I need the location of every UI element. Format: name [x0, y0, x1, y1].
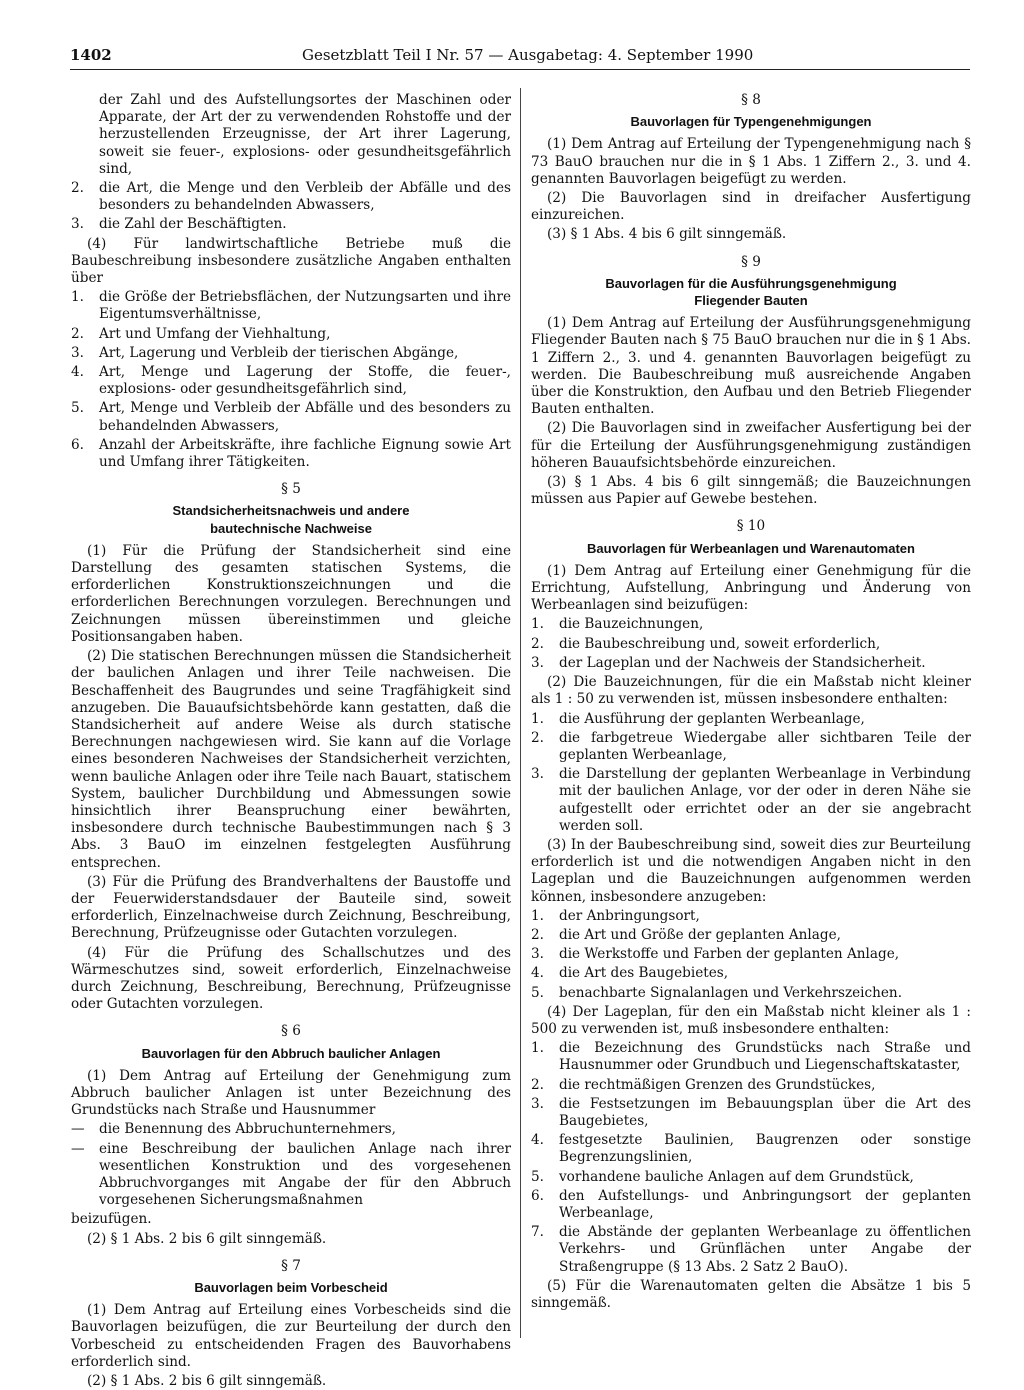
paragraph: (1) Für die Prüfung der Standsicherheit sind eine Darstellung des gesamten statischen Systems, die erforderlichen Konstruktionszeichnungen und die erforderlichen Berechnungen vorzulegen. Berechnungen und Zeichnungen müssen übereinstimmen und gleiche Positionsangaben haben. — [71, 542, 511, 645]
list-text: die Darstellung der geplanten Werbeanlage in Verbindung mit der baulichen Anlage, vor der oder in deren Nähe sie aufgestellt oder errichtet oder an der sie angebracht werden soll. — [559, 766, 971, 834]
list-number: 1. — [531, 1040, 544, 1057]
list-number: 4. — [531, 965, 544, 982]
section-number: § 8 — [741, 92, 761, 108]
paragraph: (2) § 1 Abs. 2 bis 6 gilt sinngemäß. — [87, 1373, 327, 1390]
column-divider — [520, 88, 521, 1338]
list-number: 5. — [531, 984, 544, 1001]
paragraph: (3) § 1 Abs. 4 bis 6 gilt sinngemäß. — [547, 226, 787, 243]
list-item — [531, 1040, 971, 1074]
gazette-title: Gesetzblatt Teil I Nr. 57 — Ausgabetag: 4. September 1990 — [302, 46, 754, 64]
list-text: Anzahl der Arbeitskräfte, ihre fachliche Eignung sowie Art und Umfang ihrer Tätigkeiten. — [99, 436, 511, 471]
paragraph: (2) Die Bauvorlagen sind in dreifacher Ausfertigung einzureichen. — [531, 190, 971, 224]
paragraph: (1) Dem Antrag auf Erteilung der Genehmigung zum Abbruch baulicher Anlagen ist unter Bezeichnung des Grundstücks nach Straße und Hausnummer — [71, 1067, 511, 1119]
list-number: 3. — [531, 946, 544, 963]
paragraph: (3) § 1 Abs. 4 bis 6 gilt sinngemäß; die Bauzeichnungen müssen aus Papier auf Gewebe bestehen. — [531, 474, 971, 508]
section-title: Bauvorlagen für Werbeanlagen und Warenautomaten — [587, 540, 915, 556]
list-text: der Lageplan und der Nachweis der Standsicherheit. — [559, 654, 926, 671]
paragraph: (3) In der Baubeschreibung sind, soweit dies zur Beurteilung erforderlich ist und die notwendigen Angaben nicht in den Lageplan und die Bauzeichnungen aufgenommen werden können, insbesondere anzugeben: — [531, 836, 971, 905]
list-text: vorhandene bauliche Anlagen auf dem Grundstück, — [559, 1168, 914, 1185]
list-item — [531, 1188, 971, 1222]
section-title: Bauvorlagen beim Vorbescheid — [194, 1280, 388, 1295]
list-item — [71, 289, 511, 323]
list-number: 3. — [531, 654, 544, 671]
list-item — [531, 927, 971, 944]
list-item — [531, 965, 971, 982]
list-text: der Anbringungsort, — [559, 907, 700, 924]
list-item — [71, 345, 511, 362]
dash-marker: — — [71, 1121, 85, 1138]
list-b — [71, 289, 511, 471]
list-item — [531, 730, 971, 764]
list-text: den Aufstellungs- und Anbringungsort der geplanten Werbeanlage, — [559, 1187, 971, 1221]
list-text: die Baubeschreibung und, soweit erforderlich, — [559, 635, 881, 652]
dash-item — [71, 1121, 511, 1138]
list-number: 2. — [531, 926, 544, 943]
list-number: 6. — [71, 436, 84, 453]
list-item — [71, 216, 511, 233]
list-item — [531, 1169, 971, 1186]
list-number: 2. — [531, 635, 544, 652]
list-item — [531, 636, 971, 653]
list-text: Art, Menge und Lagerung der Stoffe, die feuer-, explosions- oder gesundheitsgefährlich sind, — [99, 364, 511, 398]
list-number: 1. — [71, 289, 84, 306]
paragraph: beizufügen. — [71, 1211, 152, 1228]
list-text: die Werkstoffe und Farben der geplanten Anlage, — [559, 946, 900, 963]
section-number: § 10 — [736, 518, 766, 535]
list-text: die Art des Baugebietes, — [559, 965, 729, 982]
list-text: die Zahl der Beschäftigten. — [99, 216, 287, 233]
list-item-continuation — [71, 92, 511, 178]
list-item — [531, 766, 971, 835]
paragraph: (1) Dem Antrag auf Erteilung einer Genehmigung für die Errichtung, Aufstellung, Anbringung und Änderung von Werbeanlagen sind beizufügen: — [531, 562, 971, 614]
list-text: die Benennung des Abbruchunternehmers, — [99, 1121, 396, 1138]
section-title-line: Fliegender Bauten — [694, 293, 808, 309]
paragraph: (4) Für die Prüfung des Schallschutzes und des Wärmeschutzes sind, soweit erforderlich, Einzelnachweise durch Zeichnung, Beschreibung, Berechnung, Prüfzeugnisse oder Gutachten vorzulegen. — [71, 944, 511, 1013]
section-number: § 5 — [281, 481, 301, 498]
list-item — [531, 711, 971, 728]
paragraph: (2) Die statischen Berechnungen müssen die Standsicherheit der baulichen Anlagen und ihrer Teile nachweisen. Die Beschaffenheit des Baugrundes und seine Tragfähigkeit sind anzugeben. Die Bauaufsichtsbehörde kann gestatten, daß die Standsicherheit auf andere Weise als durch statische Berechnungen nachgewiesen wird. Sie kann auf die Vorlage eines besonderen Nachweises der Standsicherheit verzichten, wenn bauliche Anlagen oder ihre Teile nach Bauart, statischem System, baulicher Durchbildung und Abmessungen sowie hinsichtlich ihrer Beanspruchung einer bewährten, insbesondere durch technische Baubestimmungen nach § 3 Abs. 3 BauO im einzelnen festgelegten Ausführung entsprechen. — [71, 648, 511, 871]
list-item — [71, 326, 511, 343]
list-text: Art und Umfang der Viehhaltung, — [99, 325, 331, 342]
section-number: § 7 — [281, 1257, 301, 1274]
list-item — [531, 616, 971, 633]
list-item — [531, 908, 971, 925]
list-number: 3. — [531, 766, 544, 783]
paragraph: (5) Für die Warenautomaten gelten die Absätze 1 bis 5 sinngemäß. — [531, 1277, 971, 1311]
left-column — [71, 92, 511, 1390]
list-item — [531, 1096, 971, 1130]
list-number: 5. — [531, 1168, 544, 1185]
section-title: Bauvorlagen für Typengenehmigungen — [630, 114, 872, 130]
paragraph: (3) Für die Prüfung des Brandverhaltens der Baustoffe und der Feuerwiderstandsdauer der Bauteile sind, soweit erforderlich, Einzelnachweise durch Zeichnung, Beschreibung, Berechnung, Prüfzeugnisse oder Gutachten vorzulegen. — [71, 873, 511, 942]
list-item — [531, 1132, 971, 1166]
list-item — [531, 946, 971, 963]
header-rule — [70, 69, 970, 70]
right-column — [531, 92, 971, 1347]
list-item — [71, 400, 511, 434]
list-text: eine Beschreibung der baulichen Anlage nach ihrer wesentlichen Konstruktion und des vorgesehenen Abbruchvorganges mit Angabe der für den Abbruch vorgesehenen Sicherungsmaßnahmen — [99, 1140, 511, 1209]
list-number: 3. — [71, 216, 84, 233]
section-title-line: Bauvorlagen für die Ausführungsgenehmigung — [605, 275, 897, 291]
section-title-line: Standsicherheitsnachweis und andere — [172, 503, 410, 519]
list-number: 1. — [531, 616, 544, 633]
list-item — [71, 437, 511, 471]
paragraph: (1) Dem Antrag auf Erteilung eines Vorbescheids sind die Bauvorlagen beizufügen, die zur Beurteilung der durch den Vorbescheid zu entscheidenden Fragen des Bauvorhabens erforderlich sind. — [71, 1302, 511, 1370]
paragraph: (2) § 1 Abs. 2 bis 6 gilt sinngemäß. — [87, 1230, 327, 1247]
list-number: 2. — [531, 1076, 544, 1093]
list-text: Art, Lagerung und Verbleib der tierischen Abgänge, — [99, 344, 459, 361]
section-number: § 9 — [741, 253, 761, 270]
paragraph: (2) Die Bauzeichnungen, für die ein Maßstab nicht kleiner als 1 : 50 zu verwenden ist, müssen insbesondere enthalten: — [531, 674, 971, 708]
page-header — [70, 47, 970, 71]
dash-item — [71, 1141, 511, 1210]
list-number: 4. — [71, 364, 84, 381]
list-number: 6. — [531, 1187, 544, 1204]
list-text: die Abstände der geplanten Werbeanlage zu öffentlichen Verkehrs- und Grünflächen unter Angabe der Straßengruppe (§ 13 Abs. 2 Satz 2 BauO). — [559, 1224, 971, 1275]
paragraph: (4) Der Lageplan, für den ein Maßstab nicht kleiner als 1 : 500 zu verwenden ist, muß insbesondere enthalten: — [531, 1003, 971, 1037]
list-item — [71, 180, 511, 214]
list-text: die farbgetreue Wiedergabe aller sichtbaren Teile der geplanten Werbeanlage, — [559, 729, 971, 763]
list-text: die Bauzeichnungen, — [559, 616, 704, 633]
section-title-line: bautechnische Nachweise — [210, 520, 372, 536]
list-number: 2. — [71, 180, 84, 197]
section-title: Bauvorlagen für den Abbruch baulicher Anlagen — [141, 1045, 441, 1061]
page-number: 1402 — [70, 46, 112, 64]
list-text: Art, Menge und Verbleib der Abfälle und des besonders zu behandelnden Abwassers, — [99, 400, 511, 434]
list-number: 4. — [531, 1132, 544, 1149]
list-text: die Bezeichnung des Grundstücks nach Straße und Hausnummer oder Grundbuch und Liegenschaftskataster, — [559, 1040, 971, 1074]
list-text: benachbarte Signalanlagen und Verkehrszeichen. — [559, 984, 903, 1001]
list-text: die Größe der Betriebsflächen, der Nutzungsarten und ihre Eigentumsverhältnisse, — [99, 289, 511, 323]
list-item — [531, 1077, 971, 1094]
paragraph: (1) Dem Antrag auf Erteilung der Typengenehmigung nach § 73 BauO brauchen nur die in § 1 Abs. 1 Ziffern 2., 3. und 4. genannten Bauvorlagen beigefügt zu werden. — [531, 136, 971, 187]
list-text: festgesetzte Baulinien, Baugrenzen oder sonstige Begrenzungslinien, — [559, 1132, 971, 1166]
list-text: die Art und Größe der geplanten Anlage, — [559, 926, 841, 943]
list-text: die rechtmäßigen Grenzen des Grundstückes, — [559, 1076, 876, 1093]
list-item — [71, 364, 511, 398]
list-number: 1. — [531, 907, 544, 924]
section-title — [71, 502, 511, 536]
list-number: 5. — [71, 400, 84, 417]
list-item — [531, 655, 971, 672]
list-text: die Festsetzungen im Bebauungsplan über die Art des Baugebietes, — [559, 1095, 971, 1129]
section-title — [531, 275, 971, 309]
list-number: 7. — [531, 1224, 544, 1241]
paragraph: (4) Für landwirtschaftliche Betriebe muß die Baubeschreibung insbesondere zusätzliche Angaben enthalten über — [71, 235, 511, 287]
list-number: 2. — [71, 325, 84, 342]
list-item — [531, 1224, 971, 1276]
section-number: § 6 — [281, 1023, 301, 1040]
list-number: 3. — [531, 1095, 544, 1112]
list-item — [531, 985, 971, 1002]
paragraph: (2) Die Bauvorlagen sind in zweifacher Ausfertigung bei der für die Erteilung der Ausführungsgenehmigung zuständigen höheren Bauaufsichtsbehörde einzureichen. — [531, 420, 971, 471]
paragraph: der Zahl und des Aufstellungsortes der Maschinen oder Apparate, der Art der zu verwendenden Rohstoffe und der herzustellenden Erzeugnisse, der Art ihrer Lagerung, soweit sie feuer-, explosions- oder gesundheitsgefährlich sind, — [99, 92, 511, 177]
list-text: die Art, die Menge und den Verbleib der Abfälle und des besonders zu behandelnden Abwassers, — [99, 180, 511, 214]
list-text: die Ausführung der geplanten Werbeanlage, — [559, 710, 865, 727]
paragraph: (1) Dem Antrag auf Erteilung der Ausführungsgenehmigung Fliegender Bauten nach § 75 BauO brauchen nur die in § 1 Abs. 1 Ziffern 2., 3. und 4. genannten Bauvorlagen beigefügt zu werden. Die Baubeschreibung muß ausreichende Angaben über die Konstruktion, den Aufbau und den Betrieb Fliegender Bauten enthalten. — [531, 315, 971, 418]
list-a — [71, 180, 511, 234]
dash-marker: — — [71, 1140, 85, 1157]
list-number: 3. — [71, 344, 84, 361]
list-number: 2. — [531, 729, 544, 746]
list-number: 1. — [531, 710, 544, 727]
